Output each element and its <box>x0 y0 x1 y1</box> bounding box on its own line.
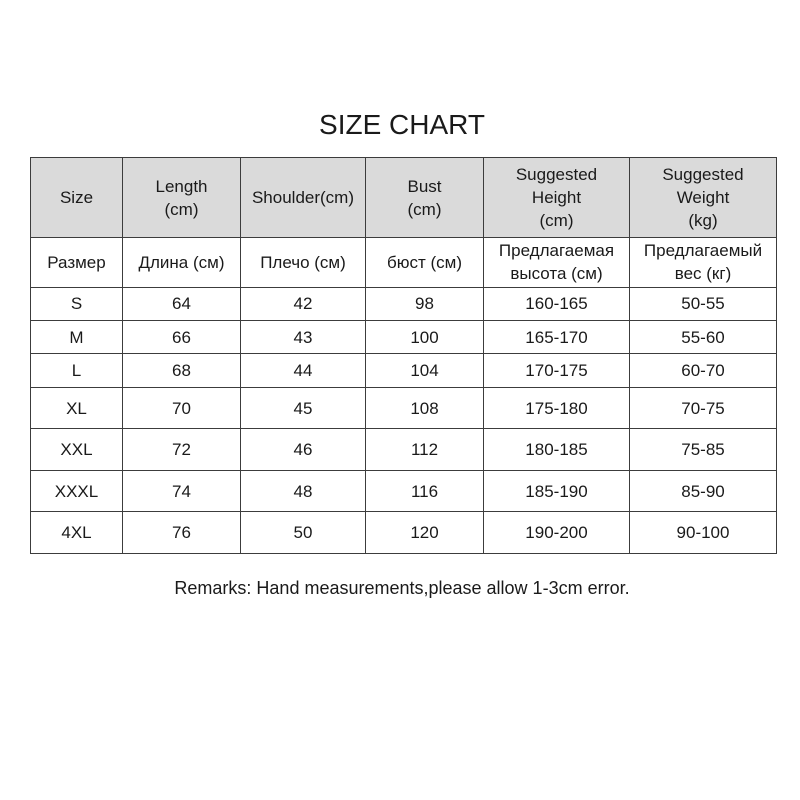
header-cell-length <box>123 238 241 288</box>
cell-suggested-height: 190-200 <box>484 512 630 554</box>
cell-suggested-weight: 55-60 <box>630 321 777 354</box>
cell-length: 70 <box>123 387 241 429</box>
cell-length: 64 <box>123 287 241 320</box>
header-text: (cm) <box>407 199 442 219</box>
cell-size: XXL <box>31 429 123 471</box>
header-cell-bust <box>366 238 484 288</box>
cell-bust: 104 <box>366 354 484 387</box>
header-text: (cm) <box>539 211 574 230</box>
cell-suggested-weight: 70-75 <box>630 387 777 429</box>
cell-length: 66 <box>123 321 241 354</box>
cell-shoulder: 43 <box>241 321 366 354</box>
cell-length: 72 <box>123 429 241 471</box>
header-text: Height <box>531 188 582 207</box>
table-row <box>31 387 777 429</box>
cell-bust: 120 <box>366 512 484 554</box>
header-text: Suggested <box>662 165 744 184</box>
cell-suggested-height: 165-170 <box>484 321 630 354</box>
cell-suggested-weight: 85-90 <box>630 470 777 512</box>
table-row <box>31 354 777 387</box>
cell-suggested-height: 160-165 <box>484 287 630 320</box>
header-cell-suggested-height <box>484 158 630 238</box>
header-text: Length <box>155 176 208 196</box>
cell-size: S <box>31 287 123 320</box>
header-text: вес (кг) <box>674 264 732 284</box>
header-text: Размер <box>47 252 106 272</box>
header-text: (cm) <box>164 199 199 219</box>
table-row <box>31 287 777 320</box>
header-cell-suggested-weight <box>630 158 777 238</box>
cell-length: 68 <box>123 354 241 387</box>
header-text: Длина (см) <box>138 252 225 272</box>
size-chart-table <box>30 157 777 554</box>
cell-suggested-height: 180-185 <box>484 429 630 471</box>
cell-length: 74 <box>123 470 241 512</box>
cell-bust: 108 <box>366 387 484 429</box>
cell-bust: 112 <box>366 429 484 471</box>
header-cell-suggested-weight <box>630 238 777 288</box>
header-row-english <box>31 158 777 238</box>
header-text: Suggested <box>515 165 598 184</box>
cell-size: L <box>31 354 123 387</box>
header-text: Size <box>59 188 94 207</box>
cell-suggested-weight: 50-55 <box>630 287 777 320</box>
header-cell-suggested-height <box>484 238 630 288</box>
cell-suggested-height: 175-180 <box>484 387 630 429</box>
cell-suggested-weight: 75-85 <box>630 429 777 471</box>
cell-suggested-height: 170-175 <box>484 354 630 387</box>
cell-size: XXXL <box>31 470 123 512</box>
header-cell-shoulder <box>241 238 366 288</box>
header-cell-bust <box>366 158 484 238</box>
header-cell-length <box>123 158 241 238</box>
header-text: высота (см) <box>510 264 603 284</box>
header-text: Shoulder(cm) <box>251 188 355 207</box>
cell-length: 76 <box>123 512 241 554</box>
table-row <box>31 429 777 471</box>
header-row-russian <box>31 238 777 288</box>
header-text: Предлагаемый <box>643 241 763 261</box>
cell-shoulder: 46 <box>241 429 366 471</box>
cell-bust: 116 <box>366 470 484 512</box>
cell-shoulder: 45 <box>241 387 366 429</box>
header-text: бюст (см) <box>386 252 462 272</box>
cell-bust: 100 <box>366 321 484 354</box>
cell-shoulder: 44 <box>241 354 366 387</box>
header-text: (kg) <box>688 211 718 230</box>
cell-shoulder: 48 <box>241 470 366 512</box>
header-text: Плечо (см) <box>260 252 346 272</box>
table-row <box>31 512 777 554</box>
header-text: Bust <box>407 176 442 196</box>
cell-shoulder: 50 <box>241 512 366 554</box>
cell-suggested-weight: 60-70 <box>630 354 777 387</box>
table-row <box>31 321 777 354</box>
cell-size: M <box>31 321 123 354</box>
header-cell-size <box>31 238 123 288</box>
cell-shoulder: 42 <box>241 287 366 320</box>
cell-suggested-weight: 90-100 <box>630 512 777 554</box>
table-row <box>31 470 777 512</box>
header-cell-size <box>31 158 123 238</box>
cell-size: XL <box>31 387 123 429</box>
cell-suggested-height: 185-190 <box>484 470 630 512</box>
remarks-note: Remarks: Hand measurements,please allow 1-3cm error. <box>174 578 630 598</box>
cell-bust: 98 <box>366 287 484 320</box>
header-cell-shoulder <box>241 158 366 238</box>
cell-size: 4XL <box>31 512 123 554</box>
header-text: Weight <box>676 188 730 207</box>
header-text: Предлагаемая <box>498 241 615 261</box>
page-title: SIZE CHART <box>319 109 485 140</box>
